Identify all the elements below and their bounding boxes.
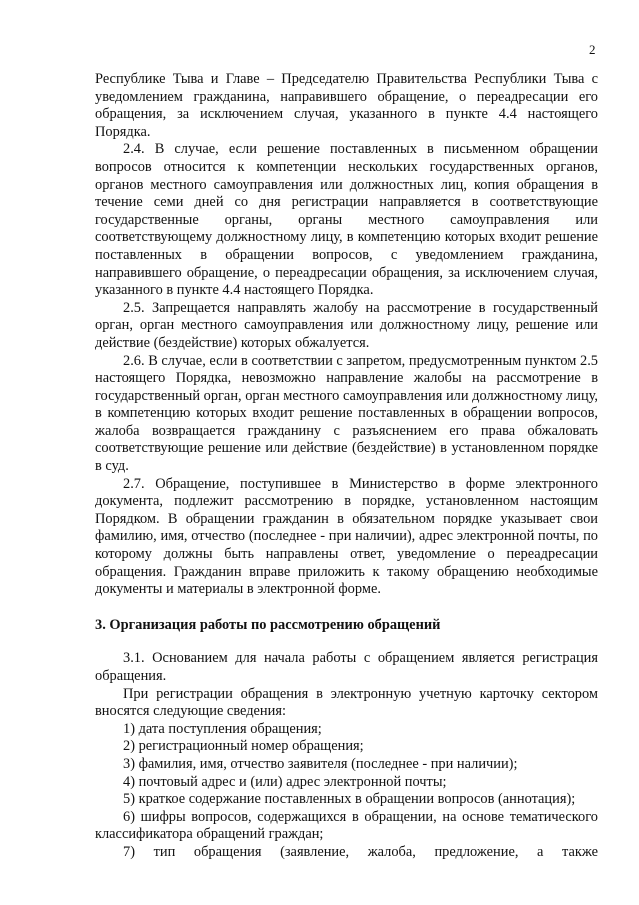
paragraph-2-7: 2.7. Обращение, поступившее в Министерство в форме электронного документа, подлежит рассмотрению в порядке, установленном настоящим Порядком. В обращении гражданин в обязательном порядке указывает свои фамилию, имя, отчество (последнее - при наличии), адрес электронной почты, по которому должны быть направлены ответ, уведомление о переадресации обращения. Гражданин вправе приложить к такому обращению необходимые документы и материалы в электронной форме.	[95, 475, 598, 598]
paragraph-registration-intro: При регистрации обращения в электронную учетную карточку сектором вносятся следующие сведения:	[95, 685, 598, 720]
list-item: 3) фамилия, имя, отчество заявителя (последнее - при наличии);	[123, 755, 518, 772]
paragraph-2-4: 2.4. В случае, если решение поставленных в письменном обращении вопросов относится к компетенции нескольких государственных органов, органов местного самоуправления или должностных лиц, копия обращения в течение семи дней со дня регистрации направляется в соответствующие государственные органы, органы местного самоуправления или соответствующему должностному лицу, в компетенцию которых входит решение поставленных в обращении вопросов, с уведомлением гражданина, направившего обращение, о переадресации обращения, за исключением случая, указанного в пункте 4.4 настоящего Порядка.	[95, 141, 598, 299]
paragraph-3-1: 3.1. Основанием для начала работы с обращением является регистрация обращения.	[95, 650, 598, 684]
page-number: 2	[589, 42, 596, 57]
section-heading: 3. Организация работы по рассмотрению обращений	[95, 616, 441, 633]
registration-fields-list	[95, 721, 598, 862]
paragraph-continuation: Республике Тыва и Главе – Председателю Правительства Республики Тыва с уведомлением гражданина, направившего обращение, о переадресации его обращения, за исключением случая, указанного в пункте 4.4 настоящего Порядка.	[95, 71, 598, 140]
list-item: 4) почтовый адрес и (или) адрес электронной почты;	[123, 773, 447, 790]
paragraph-2-6: 2.6. В случае, если в соответствии с запретом, предусмотренным пунктом 2.5 настоящего Порядка, невозможно направление жалобы на рассмотрение в государственный орган, орган местного самоуправления или должностному лицу, в компетенцию которых входит решение поставленных в обращении вопросов, жалоба возвращается гражданину с разъяснением его права обжаловать соответствующие решение или действие (бездействие) в установленном порядке в суд.	[95, 352, 598, 475]
list-item: 6) шифры вопросов, содержащихся в обращении, на основе тематического классификатора обращений граждан;	[95, 808, 598, 843]
document-body	[95, 71, 598, 862]
paragraph-2-5: 2.5. Запрещается направлять жалобу на рассмотрение в государственный орган, орган местного самоуправления или должностному лицу, решение или действие (бездействие) которых обжалуется.	[95, 299, 598, 351]
list-item: 2) регистрационный номер обращения;	[123, 738, 364, 755]
list-item: 7) тип обращения (заявление, жалоба, предложение, а также	[123, 843, 598, 860]
list-item: 5) краткое содержание поставленных в обращении вопросов (аннотация);	[123, 791, 576, 808]
list-item: 1) дата поступления обращения;	[123, 720, 322, 737]
